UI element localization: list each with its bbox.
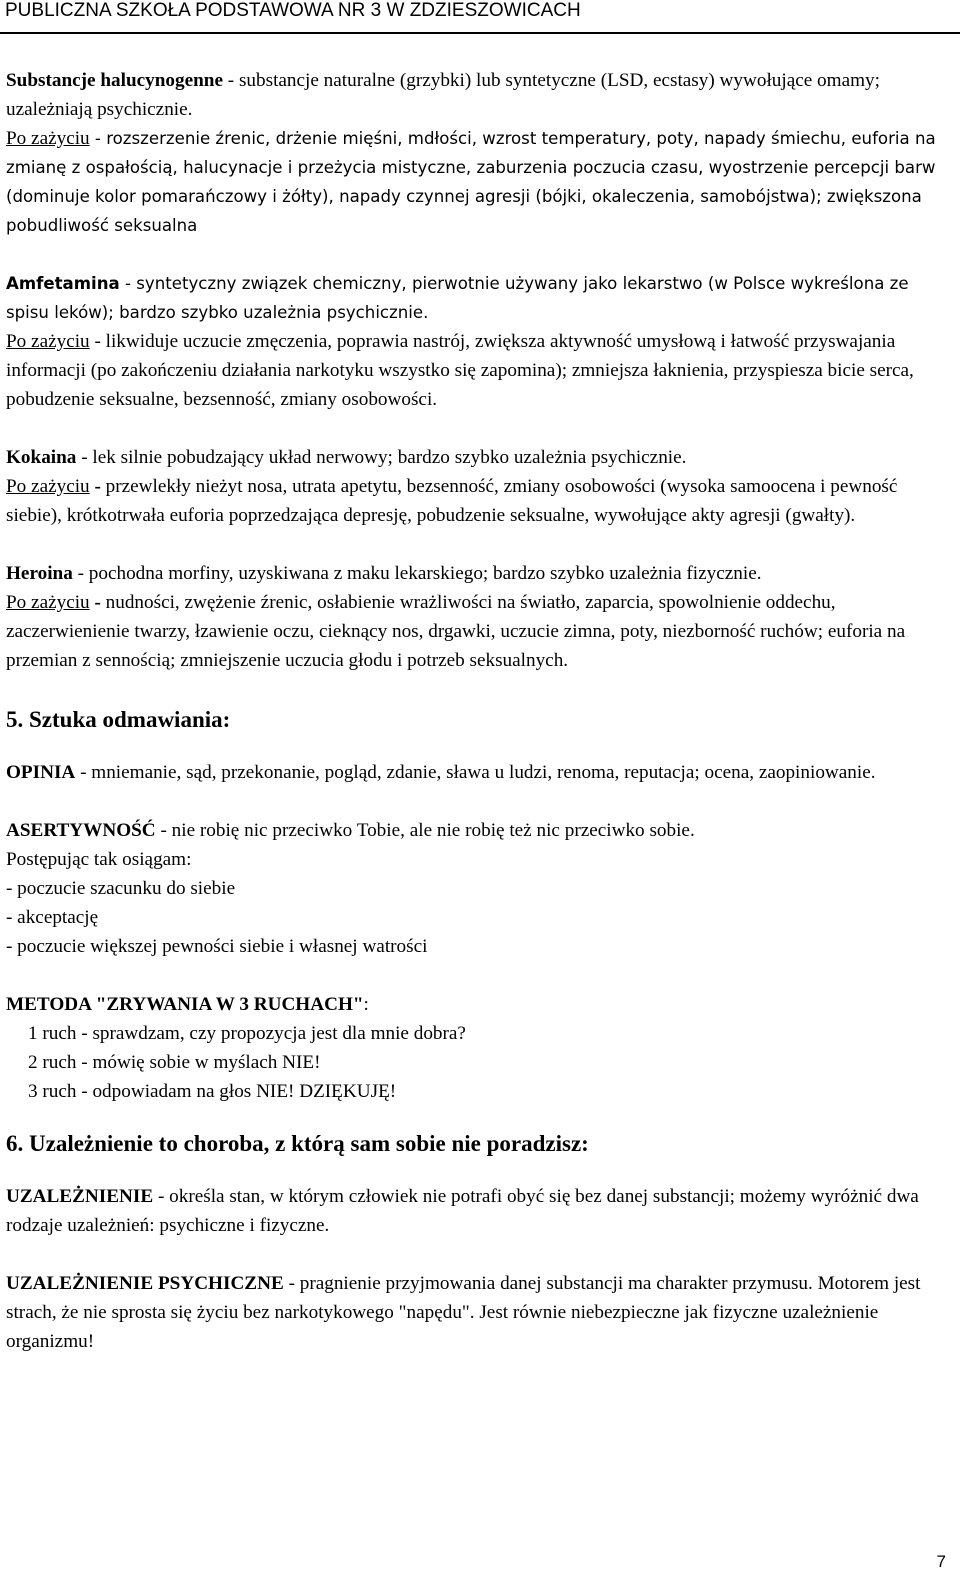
method-title: METODA "ZRYWANIA W 3 RUCHACH": <box>6 994 369 1015</box>
list-item: - poczucie szacunku do siebie <box>6 878 236 899</box>
opinion-definition: OPINIA - mniemanie, sąd, przekonanie, pogląd, zdanie, sława u ludzi, renoma, reputacja; ocena, zaopiniowanie. <box>6 762 876 783</box>
section-5-heading: 5. Sztuka odmawiania: <box>6 707 231 732</box>
hallucinogens-term: Substancje halucynogenne <box>6 70 223 91</box>
cocaine-definition: Kokaina - lek silnie pobudzający układ nerwowy; bardzo szybko uzależnia psychicznie. <box>6 447 687 468</box>
hallucinogens-definition: Substancje halucynogenne - substancje naturalne (grzybki) lub syntetyczne (LSD, ecstasy) wywołujące omamy; uzależniają psychicznie. <box>6 70 880 120</box>
list-item: 1 ruch - sprawdzam, czy propozycja jest dla mnie dobra? <box>28 1023 466 1044</box>
hallucinogens-effects: Po zażyciu - rozszerzenie źrenic, drżenie mięśni, mdłości, wzrost temperatury, poty, napady śmiechu, euforia na zmianę z ospałością, halucynacje i przeżycia mistyczne, zaburzenia poczucia czasu, wyostrzenie percepcji barw (dominuje kolor pomarańczowy i żółty), napady czynnej agresji (bójki, okaleczenia, samobójstwa); zwiększona pobudliwość seksualna <box>6 128 936 235</box>
list-item: 3 ruch - odpowiadam na głos NIE! DZIĘKUJĘ! <box>28 1081 397 1102</box>
list-item: - poczucie większej pewności siebie i własnej watrości <box>6 936 428 957</box>
addiction-term: UZALEŻNIENIE <box>6 1186 154 1207</box>
section-6-heading: 6. Uzależnienie to choroba, z którą sam sobie nie poradzisz: <box>6 1131 589 1156</box>
page-header: PUBLICZNA SZKOŁA PODSTAWOWA NR 3 W ZDZIESZOWICACH <box>5 0 581 21</box>
after-use-label: Po zażyciu <box>6 476 90 497</box>
assertiveness-definition: ASERTYWNOŚĆ - nie robię nic przeciwko Tobie, ale nie robię też nic przeciwko sobie. <box>6 820 695 841</box>
header-rule <box>0 32 960 34</box>
amphetamine-effects: Po zażyciu - likwiduje uczucie zmęczenia, poprawia nastrój, zwiększa aktywność umysłową i łatwość przyswajania informacji (po zakończeniu działania narkotyku wszystko się zapomina); zmniejsza łaknienia, przyspiesza bicie serca, pobudzenie seksualne, bezsenność, zmiany osobowości. <box>6 331 914 410</box>
list-item: 2 ruch - mówię sobie w myślach NIE! <box>28 1052 321 1073</box>
heroin-definition: Heroina - pochodna morfiny, uzyskiwana z maku lekarskiego; bardzo szybko uzależnia fizycznie. <box>6 563 762 584</box>
after-use-label: Po zażyciu <box>6 128 90 149</box>
amphetamine-term: Amfetamina <box>6 274 120 293</box>
heroin-effects: Po zażyciu - nudności, zwężenie źrenic, osłabienie wrażliwości na światło, zaparcia, spowolnienie oddechu, zaczerwienienie twarzy, łzawienie oczu, cieknący nos, drgawki, uczucie zimna, poty, niezborność ruchów; euforia na przemian z sennością; zmniejszenie uczucia głodu i potrzeb seksualnych. <box>6 592 906 671</box>
addiction-definition: UZALEŻNIENIE - określa stan, w którym człowiek nie potrafi obyć się bez danej substancji; możemy wyróżnić dwa rodzaje uzależnień: psychiczne i fizyczne. <box>6 1186 919 1236</box>
cocaine-effects: Po zażyciu - przewlekły nieżyt nosa, utrata apetytu, bezsenność, zmiany osobowości (wysoka samoocena i pewność siebie), krótkotrwała euforia poprzedzająca depresję, pobudzenie seksualne, wywołujące akty agresji (gwałty). <box>6 476 898 526</box>
document-body <box>6 66 951 1356</box>
page-number: 7 <box>936 1552 946 1571</box>
opinion-term: OPINIA <box>6 762 76 783</box>
assertiveness-intro: Postępując tak osiągam: <box>6 849 192 870</box>
after-use-label: Po zażyciu <box>6 331 90 352</box>
after-use-label: Po zażyciu <box>6 592 90 613</box>
amphetamine-definition: Amfetamina - syntetyczny związek chemiczny, pierwotnie używany jako lekarstwo (w Polsce wykreślona ze spisu leków); bardzo szybko uzależnia psychicznie. <box>6 274 909 322</box>
cocaine-term: Kokaina <box>6 447 77 468</box>
list-item: - akceptację <box>6 907 99 928</box>
assertiveness-term: ASERTYWNOŚĆ <box>6 820 156 841</box>
psychological-addiction-term: UZALEŻNIENIE PSYCHICZNE <box>6 1273 284 1294</box>
psychological-addiction-definition: UZALEŻNIENIE PSYCHICZNE - pragnienie przyjmowania danej substancji ma charakter przymusu. Motorem jest strach, że nie sprosta się życiu bez narkotykowego "napędu". Jest równie niebezpieczne jak fizyczne uzależnienie organizmu! <box>6 1273 921 1352</box>
heroin-term: Heroina <box>6 563 73 584</box>
